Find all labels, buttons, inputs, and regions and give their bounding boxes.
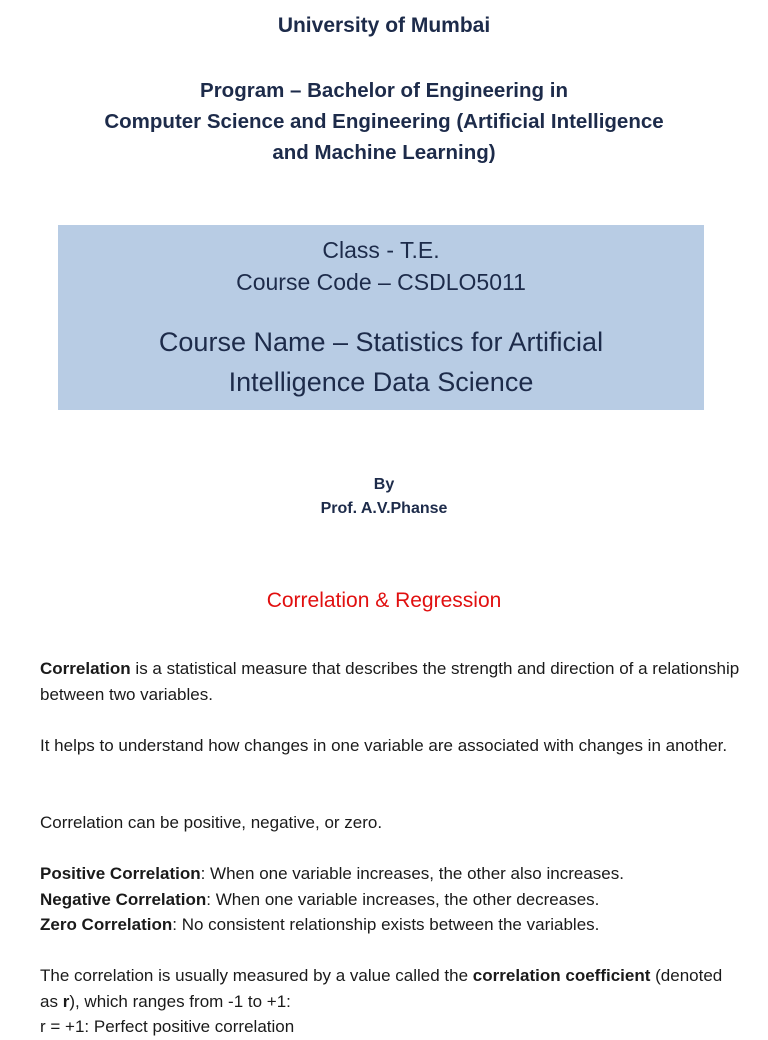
program-line-3: and Machine Learning): [272, 141, 496, 164]
program-title: [0, 75, 768, 168]
definition-text: : When one variable increases, the other also increases.: [200, 864, 624, 883]
definition-term: Negative Correlation: [40, 889, 207, 909]
paragraph-changes: It helps to understand how changes in one variable are associated with changes in another.: [40, 736, 728, 755]
definition-term: Positive Correlation: [40, 864, 201, 883]
term-correlation: Correlation: [40, 659, 131, 678]
term-correlation-coefficient: correlation coefficient: [472, 966, 651, 985]
definition-term: Zero Correlation: [40, 915, 173, 934]
definition-text: : No consistent relationship exists between the variables.: [172, 915, 600, 934]
author-name: Prof. A.V.Phanse: [320, 500, 448, 517]
paragraph-types: Correlation can be positive, negative, or zero.: [40, 813, 383, 832]
paragraph-coefficient: [40, 963, 740, 1040]
topic-title: Correlation & Regression: [266, 589, 502, 612]
by-label: By: [373, 476, 395, 493]
university-title: University of Mumbai: [277, 14, 491, 37]
paragraph-5-text-c: ), which ranges from -1 to +1:: [69, 991, 291, 1011]
program-line-2: Computer Science and Engineering (Artificial Intelligence: [104, 110, 664, 133]
course-name: [58, 322, 704, 402]
definition-positive: [40, 861, 740, 887]
definition-zero: [40, 912, 740, 938]
course-name-line-2: Intelligence Data Science: [228, 367, 534, 397]
class-label: Class - T.E.: [322, 237, 440, 263]
paragraph-correlation-definition: [40, 656, 740, 707]
paragraph-5-text-b: (denoted as: [40, 966, 723, 1011]
program-line-1: Program – Bachelor of Engineering in: [200, 79, 568, 102]
paragraph-r-plus-one: r = +1: Perfect positive correlation: [40, 1017, 295, 1036]
paragraph-1-text: is a statistical measure that describes the strength and direction of a relationship between two variables.: [40, 659, 740, 704]
definition-negative: [40, 887, 740, 913]
paragraph-5-text-a: The correlation is usually measured by a value called the: [40, 966, 473, 985]
definition-list: [40, 861, 740, 938]
course-info-box: [58, 225, 704, 410]
course-code: Course Code – CSDLO5011: [236, 269, 526, 295]
course-name-line-1: Course Name – Statistics for Artificial: [158, 327, 604, 357]
symbol-r: r: [62, 991, 70, 1011]
definition-text: : When one variable increases, the other decreases.: [206, 889, 600, 909]
